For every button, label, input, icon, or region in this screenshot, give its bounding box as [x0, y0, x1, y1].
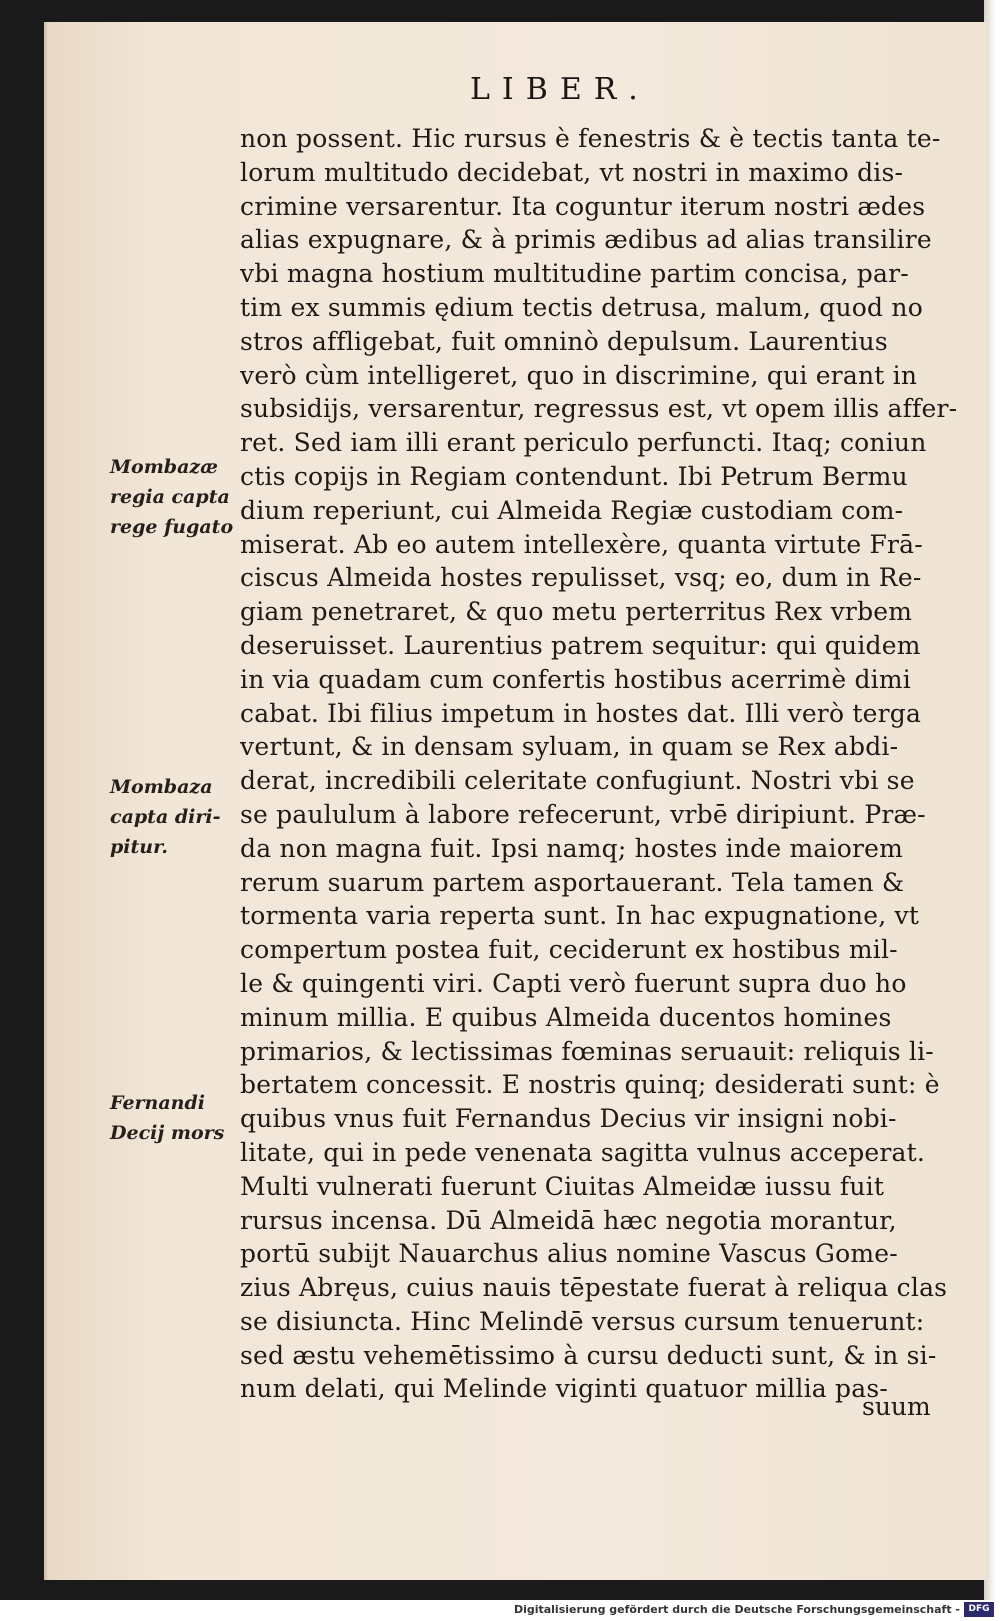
catchword: suum	[862, 1392, 931, 1421]
margin-note-line: Fernandi	[110, 1092, 205, 1114]
text-line: cabat. Ibi filius impetum in hostes dat. Illi verò terga	[240, 698, 922, 728]
text-line: crimine versarentur. Ita coguntur iterum nostri ædes	[240, 191, 926, 221]
margin-note-mombaza-regia	[110, 452, 233, 542]
main-text-block	[240, 122, 960, 1406]
text-line: in via quadam cum confertis hostibus acerrimè dimi	[240, 664, 911, 694]
text-line: sed æstu vehemētissimo à cursu deducti sunt, & in si-	[240, 1340, 937, 1370]
digitization-footer	[0, 1600, 1000, 1621]
running-header: LIBER.	[470, 72, 650, 107]
text-line: se paululum à labore refecerunt, vrbē diripiunt. Præ-	[240, 799, 926, 829]
text-line: se disiuncta. Hinc Melindē versus cursum tenuerunt:	[240, 1306, 925, 1336]
text-line: bertatem concessit. E nostris quinq; desiderati sunt: è	[240, 1070, 940, 1100]
margin-note-line: Mombazæ	[110, 456, 218, 478]
margin-note-line: pitur.	[110, 836, 168, 858]
text-line: verò cùm intelligeret, quo in discrimine, qui erant in	[240, 360, 918, 390]
text-line: stros affligebat, fuit omninò depulsum. Laurentius	[240, 326, 888, 356]
text-line: vbi magna hostium multitudine partim concisa, par-	[240, 259, 909, 289]
text-line: compertum postea fuit, ceciderunt ex hostibus mil-	[240, 935, 898, 965]
text-line: primarios, & lectissimas fœminas seruauit: reliquis li-	[240, 1036, 934, 1066]
text-line: miserat. Ab eo autem intellexère, quanta virtute Frā-	[240, 529, 923, 559]
text-line: derat, incredibili celeritate confugiunt. Nostri vbi se	[240, 766, 915, 796]
dfg-logo: DFG	[964, 1602, 994, 1617]
text-line: alias expugnare, & à primis ædibus ad alias transilire	[240, 225, 932, 255]
text-line: tim ex summis ędium tectis detrusa, malum, quod no	[240, 292, 923, 322]
text-line: le & quingenti viri. Capti verò fuerunt supra duo ho	[240, 968, 907, 998]
margin-note-line: regia capta	[110, 486, 230, 508]
text-line: da non magna fuit. Ipsi namq; hostes inde maiorem	[240, 833, 903, 863]
text-line: subsidijs, versarentur, regressus est, vt opem illis affer-	[240, 394, 958, 424]
text-line: giam penetraret, & quo metu perterritus Rex vrbem	[240, 597, 913, 627]
text-line: quibus vnus fuit Fernandus Decius vir insigni nobi-	[240, 1104, 897, 1134]
text-line: num delati, qui Melinde viginti quatuor millia pas-	[240, 1374, 889, 1404]
text-line: ciscus Almeida hostes repulisset, vsq; eo, dum in Re-	[240, 563, 922, 593]
text-line: Multi vulnerati fuerunt Ciuitas Almeidæ iussu fuit	[240, 1171, 885, 1201]
text-line: non possent. Hic rursus è fenestris & è tectis tanta te-	[240, 124, 941, 153]
text-line: deseruisset. Laurentius patrem sequitur: qui quidem	[240, 630, 921, 660]
footer-credit: Digitalisierung gefördert durch die Deutsche Forschungsgemeinschaft -	[513, 1603, 960, 1616]
text-line: ret. Sed iam illi erant periculo perfuncti. Itaq; coniun	[240, 428, 927, 458]
margin-note-mombaza-capta	[110, 772, 220, 862]
margin-note-fernandi	[110, 1088, 224, 1148]
margin-note-line: capta diri-	[110, 806, 221, 828]
text-line: zius Abręus, cuius nauis tēpestate fuerat à reliqua clas	[240, 1273, 948, 1303]
text-line: dium reperiunt, cui Almeida Regiæ custodiam com-	[240, 495, 904, 525]
margin-note-line: rege fugato	[110, 516, 234, 538]
margin-note-line: Decij mors	[110, 1122, 225, 1144]
text-line: ctis copijs in Regiam contendunt. Ibi Petrum Bermu	[240, 461, 908, 491]
text-line: rursus incensa. Dū Almeidā hæc negotia morantur,	[240, 1205, 897, 1235]
text-line: minum millia. E quibus Almeida ducentos homines	[240, 1002, 892, 1032]
text-line: litate, qui in pede venenata sagitta vulnus acceperat.	[240, 1137, 926, 1167]
text-line: tormenta varia reperta sunt. In hac expugnatione, vt	[240, 901, 920, 931]
text-line: vertunt, & in densam syluam, in quam se Rex abdi-	[240, 732, 899, 762]
text-line: lorum multitudo decidebat, vt nostri in maximo dis-	[240, 157, 904, 187]
text-line: portū subijt Nauarchus alius nomine Vascus Gome-	[240, 1239, 898, 1269]
margin-note-line: Mombaza	[110, 776, 213, 798]
text-line: rerum suarum partem asportauerant. Tela tamen &	[240, 867, 905, 897]
